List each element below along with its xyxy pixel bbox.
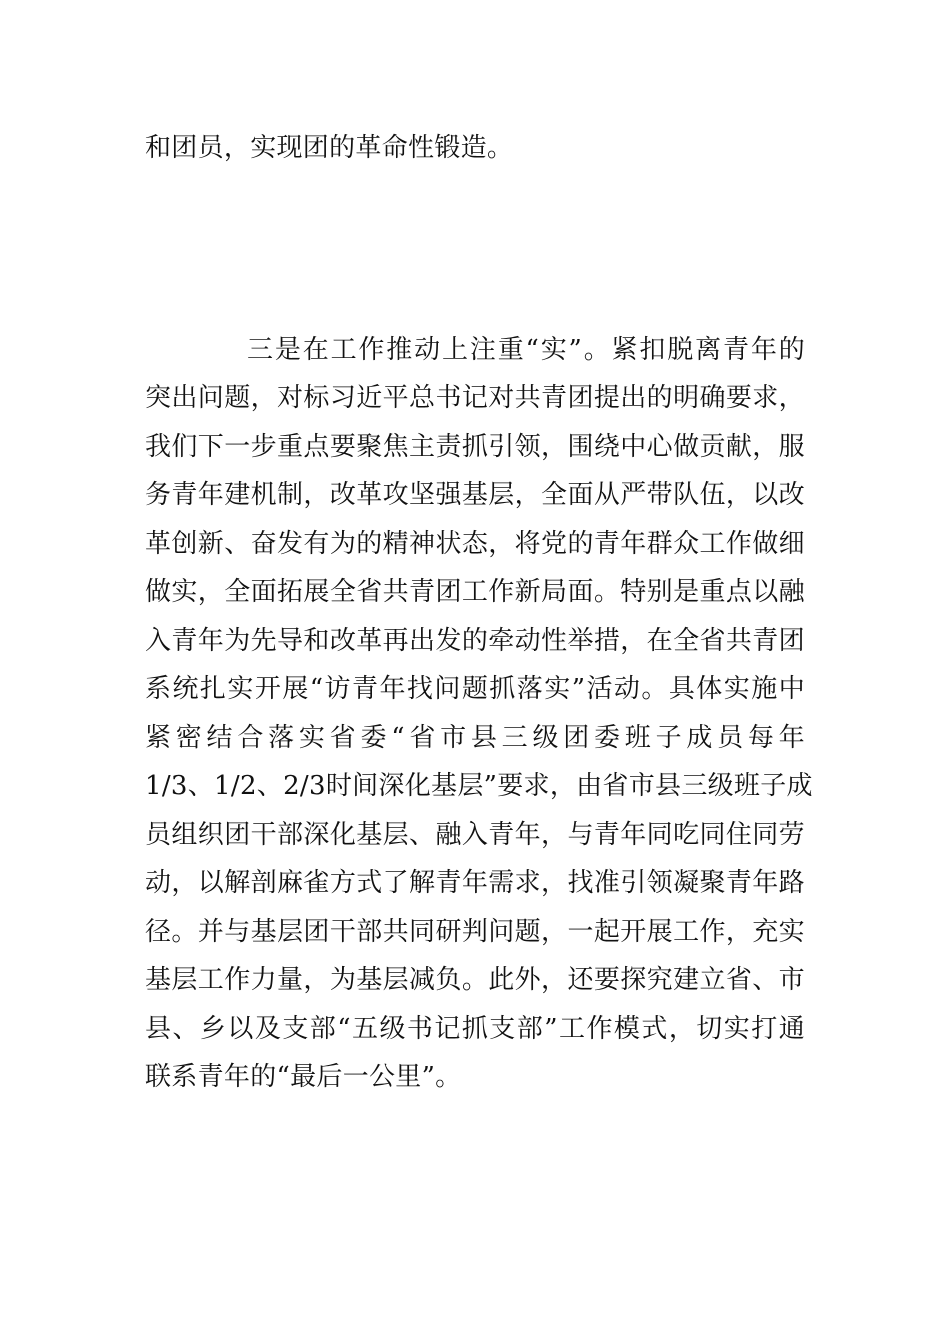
paragraph-2-line-11: 员组织团干部深化基层、融入青年，与青年同吃同住同劳 <box>145 820 805 850</box>
paragraph-2-line-4: 务青年建机制，改革攻坚强基层，全面从严带队伍，以改 <box>145 480 805 510</box>
paragraph-2-line-16: 联系青年的“最后一公里”。 <box>145 1062 462 1092</box>
paragraph-2-line-9: 紧密结合落实省委“省市县三级团委班子成员每年 <box>145 723 805 753</box>
paragraph-2-line-6: 做实，全面拓展全省共青团工作新局面。特别是重点以融 <box>145 577 805 607</box>
paragraph-2-line-15: 县、乡以及支部“五级书记抓支部”工作模式，切实打通 <box>145 1014 805 1044</box>
paragraph-2-line-12: 动，以解剖麻雀方式了解青年需求，找准引领凝聚青年路 <box>145 868 805 898</box>
paragraph-2-line-10: 1/3、1/2、2/3时间深化基层”要求，由省市县三级班子成 <box>145 771 813 801</box>
paragraph-2-line-2: 突出问题，对标习近平总书记对共青团提出的明确要求， <box>145 383 805 413</box>
paragraph-2-line-3: 我们下一步重点要聚焦主责抓引领，围绕中心做贡献，服 <box>145 432 805 462</box>
paragraph-1-line-1: 和团员，实现团的革命性锻造。 <box>145 133 514 163</box>
paragraph-2-line-13: 径。并与基层团干部共同研判问题，一起开展工作，充实 <box>145 917 805 947</box>
paragraph-2-line-8: 系统扎实开展“访青年找问题抓落实”活动。具体实施中 <box>145 674 805 704</box>
paragraph-2-line-14: 基层工作力量，为基层减负。此外，还要探究建立省、市 <box>145 965 805 995</box>
paragraph-2-line-5: 革创新、奋发有为的精神状态，将党的青年群众工作做细 <box>145 529 805 559</box>
paragraph-2-line-7: 入青年为先导和改革再出发的牵动性举措，在全省共青团 <box>145 626 805 656</box>
paragraph-2-line-1: 三是在工作推动上注重“实”。紧扣脱离青年的 <box>247 335 805 365</box>
